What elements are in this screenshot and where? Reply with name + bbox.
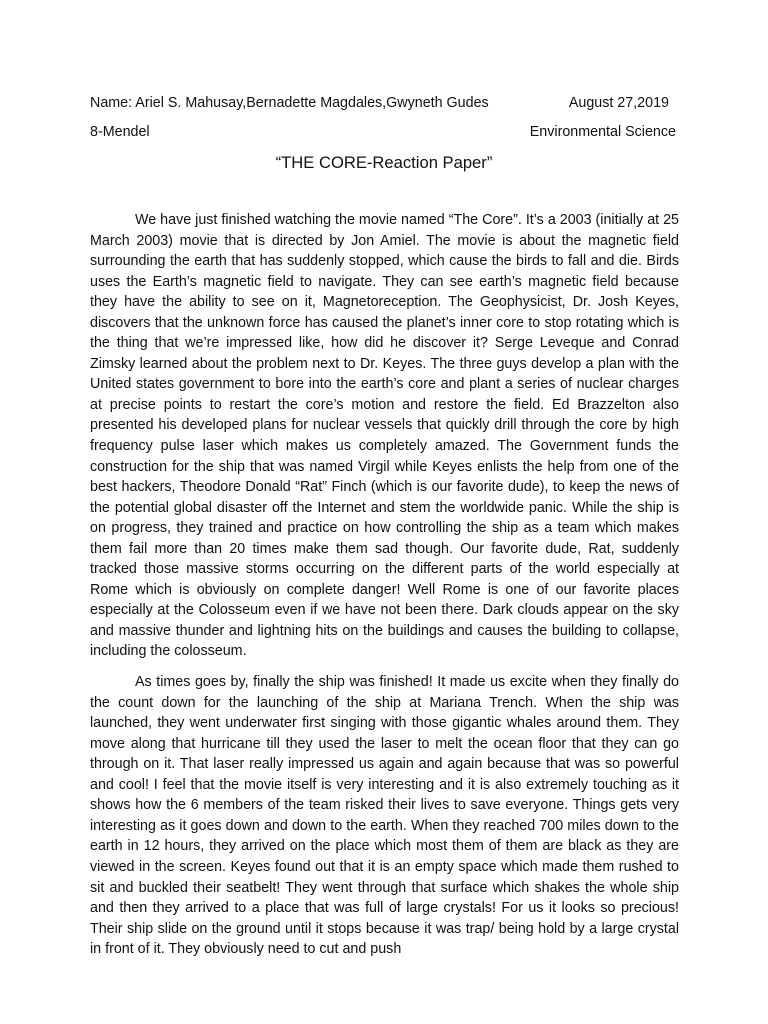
paper-title: “THE CORE-Reaction Paper” [275, 153, 493, 172]
header-row-section-subject [90, 123, 676, 141]
paragraph-1: We have just finished watching the movie named “The Core”. It’s a 2003 (initially at 25 March 2003) movie that is directed by Jon Amiel. The movie is about the magnetic field surrounding the earth that has suddenly stopped, which cause the birds to fall and die. Birds uses the Earth’s magnetic field to navigate. They can see earth’s magnetic field because they have the ability to see on it, Magnetoreception. The Geophysicist, Dr. Josh Keyes, discovers that the unknown force has caused the planet’s inner core to stop rotating which is the thing that we’re impressed like, how did he discover it? Serge Leveque and Conrad Zimsky learned about the problem next to Dr. Keyes. The three guys develop a plan with the United states government to bore into the earth’s core and plant a series of nuclear charges at precise points to restart the core’s motion and restore the field. Ed Brazzelton also presented his developed plans for nuclear vessels that quickly drill through the core by high frequency pulse laser which makes us completely amazed. The Government funds the construction for the ship that was named Virgil while Keyes enlists the help from one of the best hackers, Theodore Donald “Rat” Finch (which is our favorite dude), to keep the news of the potential global disaster off the Internet and stem the worldwide panic. While the ship is on progress, they trained and practice on how controlling the ship as a team which makes them fail more than 20 times make them sad though. Our favorite dude, Rat, suddenly tracked those massive storms occurring on the different parts of the world especially at Rome which is obviously on complete danger! Well Rome is one of our favorite places especially at the Colosseum even if we have not been there. Dark clouds appear on the sky and massive thunder and lightning hits on the buildings and causes the building to collapse, including the colosseum. [90, 212, 679, 660]
paragraph-2: As times goes by, finally the ship was finished! It made us excite when they finally do the count down for the launching of the ship at Mariana Trench. When the ship was launched, they went underwater first singing with those gigantic whales around them. They move along that hurricane till they used the laser to melt the ocean floor that they can go through on it. That laser really impressed us again and again because that was so powerful and cool! I feel that the movie itself is very interesting and it is also extremely touching as it shows how the 6 members of the team risked their lives to save everyone. Things gets very interesting as it goes down and down to the earth. When they reached 700 miles down to the earth in 12 hours, they arrived on the place which most them of them are black as they are viewed in the screen. Keyes found out that it is an empty space which made them rushed to sit and buckled their seatbelt! They went through that surface which shakes the whole ship and then they arrived to a place that was full of large crystals! For us it looks so precious! Their ship slide on the ground until it stops because it was trap/ being hold by a large crystal in front of it. They obviously need to cut and push [90, 674, 679, 958]
paper-body [90, 210, 679, 960]
subject: Environmental Science [529, 124, 676, 140]
student-names: Name: Ariel S. Mahusay,Bernadette Magdales,Gwyneth Gudes [90, 95, 489, 111]
header-row-name-date [90, 94, 676, 112]
date: August 27,2019 [568, 95, 669, 111]
section: 8-Mendel [90, 124, 150, 140]
